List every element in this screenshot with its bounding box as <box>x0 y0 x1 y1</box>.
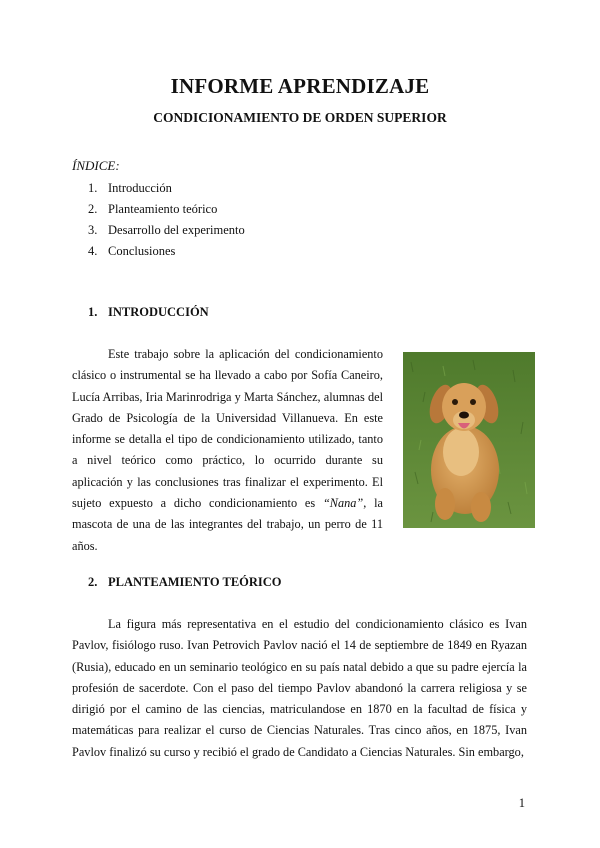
section-number: 1. <box>88 305 98 319</box>
toc-item <box>88 222 245 243</box>
toc-label: Conclusiones <box>108 244 176 258</box>
intro-paragraph: Este trabajo sobre la aplicación del condicionamiento clásico o instrumental se ha llevado a cabo por Sofía Caneiro, Lucía Arribas, Iria Marinrodriga y Marta Sánchez, alumnas del Grado de Psicología de la Universidad Villanueva. En este informe se detalla el tipo de condicionamiento utilizado, tanto a nivel teórico como práctico, lo ocurrido durante su aplicación y las conclusiones tras finalizar el experimento. El sujeto expuesto a dicho condicionamiento es “Nana”, la mascota de una de las integrantes del trabajo, un perro de 11 años. <box>72 347 384 553</box>
section-title: INTRODUCCIÓN <box>108 305 209 319</box>
section-number: 2. <box>88 575 98 589</box>
toc-item <box>88 180 245 201</box>
toc-number: 1. <box>88 181 98 195</box>
toc-number: 2. <box>88 202 98 216</box>
document-subtitle: CONDICIONAMIENTO DE ORDEN SUPERIOR <box>153 110 447 125</box>
section-title: PLANTEAMIENTO TEÓRICO <box>108 575 282 589</box>
page-number: 1 <box>518 796 525 810</box>
index-label: ÍNDICE: <box>72 158 120 173</box>
document-title: INFORME APRENDIZAJE <box>170 74 430 98</box>
section-heading-planteamiento <box>88 575 282 590</box>
dog-name: “Nana” <box>322 496 364 511</box>
toc-label: Planteamiento teórico <box>108 202 218 216</box>
toc-item <box>88 243 245 264</box>
theory-paragraph: La figura más representativa en el estudio del condicionamiento clásico es Ivan Pavlov, fisiólogo ruso. Ivan Petrovich Pavlov nació el 14 de septiembre de 1849 en Ryazan (Rusia), educado en un seminario teológico en su país natal debido a que su padre ejercía la profesión de sacerdote. Con el paso del tiempo Pavlov abandonó la carrera religiosa y se dirigió por el camino de las ciencias, matriculandose en 1870 en la facultad de física y matemáticas para realizar el curso de Ciencias Naturales. Tras cinco años, en 1875, Ivan Pavlov finalizó su curso y recibió el grado de Candidato a Ciencias Naturales. Sin embargo, <box>72 617 527 759</box>
section-heading-introduccion <box>88 305 209 320</box>
toc-item <box>88 201 245 222</box>
toc-number: 4. <box>88 244 98 258</box>
toc-label: Introducción <box>108 181 172 195</box>
toc-label: Desarrollo del experimento <box>108 223 245 237</box>
toc-number: 3. <box>88 223 98 237</box>
dog-photo <box>403 352 535 528</box>
table-of-contents <box>88 180 245 264</box>
